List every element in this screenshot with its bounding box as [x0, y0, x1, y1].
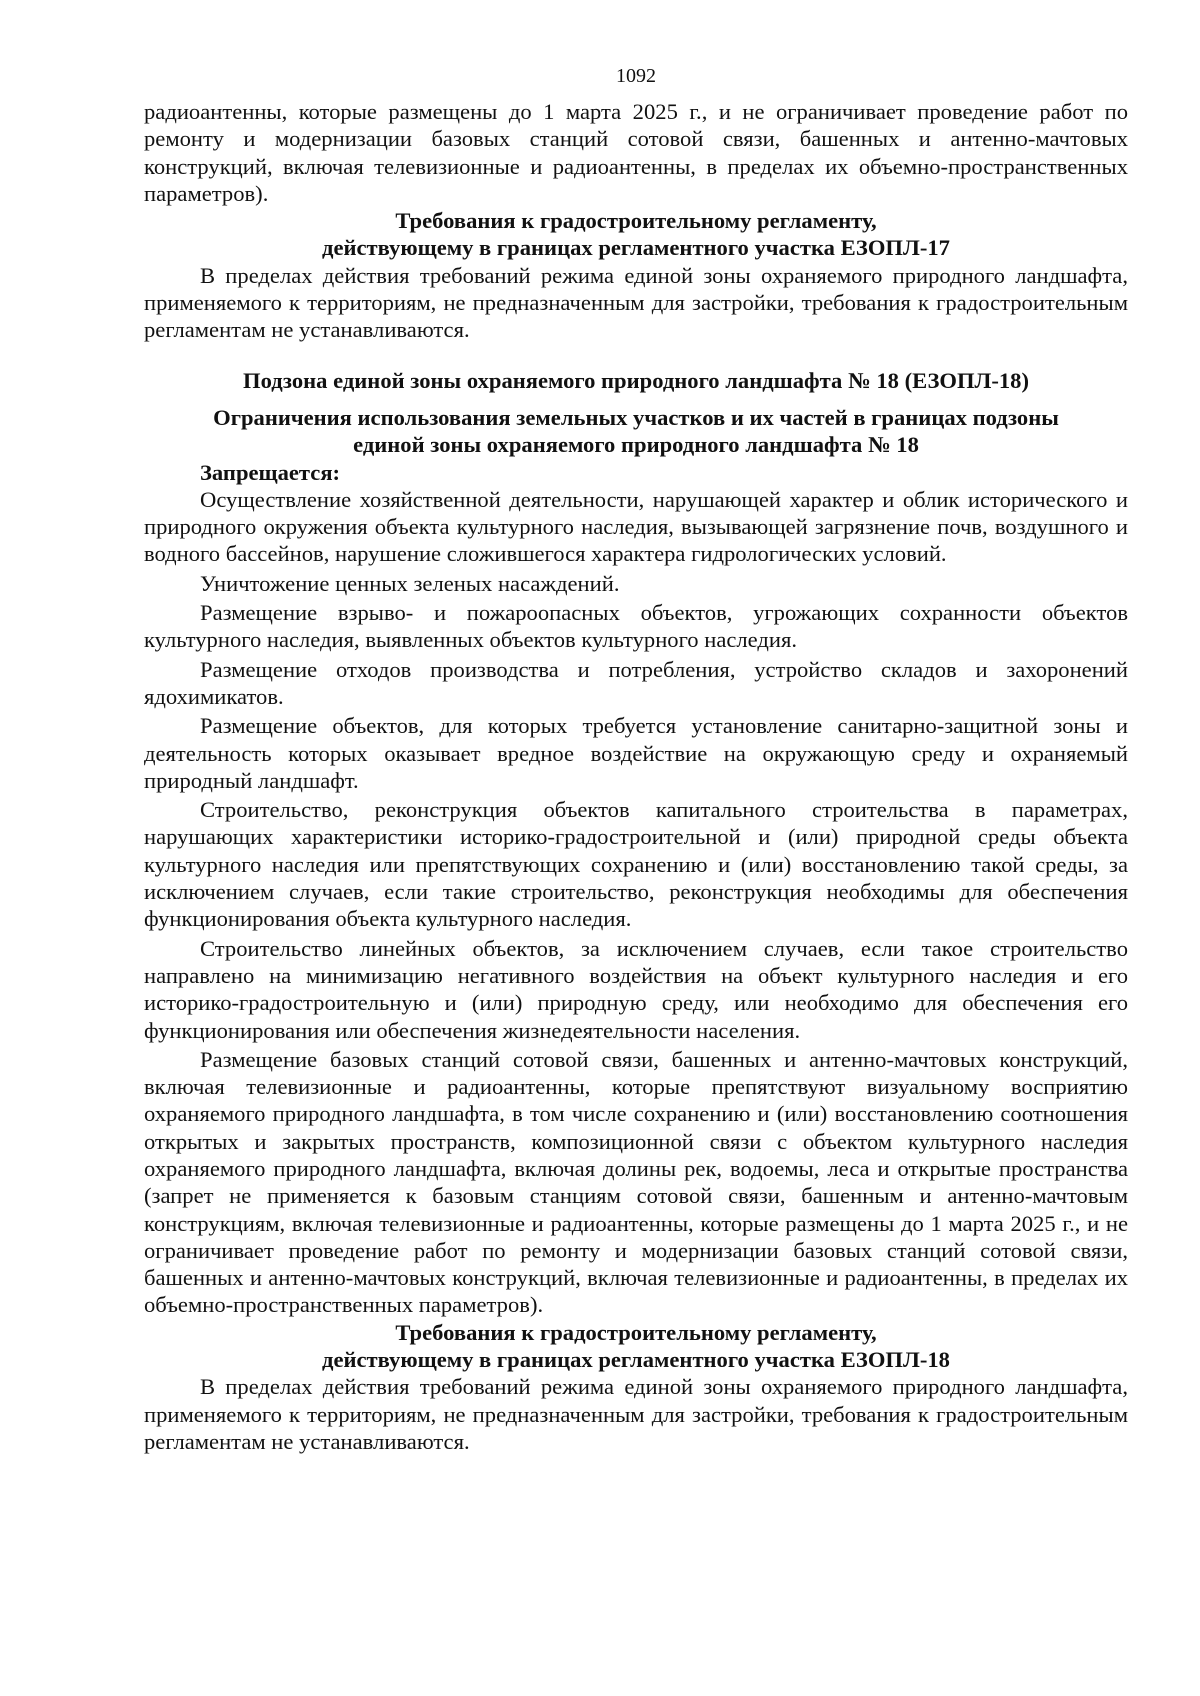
section-ezopl-18	[144, 1319, 1128, 1455]
restrictions-heading-line-1: Ограничения использования земельных участков и их частей в границах подзоны	[213, 404, 1059, 430]
page-number: 1092	[616, 65, 656, 87]
continuation-paragraph: радиоантенны, которые размещены до 1 марта 2025 г., и не ограничивает проведение работ по ремонту и модернизации базовых станций сотовой связи, башенных и антенно-мачтовых конструкций, включая телевизионные и радиоантенны, в пределах их объемно-пространственных параметров).	[144, 99, 1128, 206]
prohibition-item: Осуществление хозяйственной деятельности, нарушающей характер и облик исторического и природного окружения объекта культурного наследия, вызывающей загрязнение почв, воздушного и водного бассейнов, нарушение сложившегося характера гидрологических условий.	[144, 486, 1128, 567]
section-18-heading-line-2: действующему в границах регламентного участка ЕЗОПЛ-18	[322, 1347, 950, 1373]
prohibition-item: Размещение базовых станций сотовой связи, башенных и антенно-мачтовых конструкций, включая телевизионные и радиоантенны, которые препятствуют визуальному восприятию охраняемого природного ландшафта, в том числе сохранению и (или) восстановлению соотношения открытых и закрытых пространств, композиционной связи с объектом культурного наследия охраняемого природного ландшафта, включая долины рек, водоемы, леса и открытые пространства (запрет не применяется к базовым станциям сотовой связи, башенным и антенно-мачтовым конструкциям, включая телевизионные и радиоантенны, которые размещены до 1 марта 2025 г., и не ограничивает проведение работ по ремонту и модернизации базовых станций сотовой связи, башенных и антенно-мачтовых конструкций, включая телевизионные и радиоантенны, в пределах их объемно-пространственных параметров).	[144, 1046, 1128, 1318]
prohibition-item: Размещение объектов, для которых требуется установление санитарно-защитной зоны и деятельность которых оказывает вредное воздействие на окружающую среду и охраняемый природный ландшафт.	[144, 713, 1128, 793]
restrictions-heading-line-2: единой зоны охраняемого природного ландшафта № 18	[353, 432, 919, 458]
subzone-18-title: Подзона единой зоны охраняемого природного ландшафта № 18 (ЕЗОПЛ-18)	[243, 367, 1029, 393]
prohibition-item: Размещение отходов производства и потребления, устройство складов и захоронений ядохимикатов.	[144, 656, 1128, 709]
section-18-heading-line-1: Требования к градостроительному регламенту,	[395, 1319, 877, 1345]
prohibition-item: Строительство линейных объектов, за исключением случаев, если такое строительство направлено на минимизацию негативного воздействия на объект культурного наследия и его историко-градостроительную и (или) природную среду, или необходимо для обеспечения его функционирования или обеспечения жизнедеятельности населения.	[144, 935, 1128, 1043]
spacer	[144, 344, 1128, 367]
document-page	[144, 64, 1128, 1455]
section-17-heading-line-2: действующему в границах регламентного участка ЕЗОПЛ-17	[322, 235, 950, 261]
section-18-body: В пределах действия требований режима единой зоны охраняемого природного ландшафта, применяемого к территориям, не предназначенным для застройки, требования к градостроительным регламентам не устанавливаются.	[144, 1374, 1128, 1454]
prohibition-item: Строительство, реконструкция объектов капитального строительства в параметрах, нарушающих характеристики историко-градостроительной и (или) природной среды объекта культурного наследия или препятствующих сохранению и (или) восстановлению такой среды, за исключением случаев, если такие строительство, реконструкция необходимы для обеспечения функционирования объекта культурного наследия.	[144, 797, 1128, 932]
section-17-heading-line-1: Требования к градостроительному регламенту,	[395, 208, 877, 234]
section-17-body: В пределах действия требований режима единой зоны охраняемого природного ландшафта, применяемого к территориям, не предназначенным для застройки, требования к градостроительным регламентам не устанавливаются.	[144, 262, 1128, 343]
prohibited-label: Запрещается:	[200, 459, 341, 485]
section-ezopl-17	[144, 207, 1128, 343]
spacer	[144, 394, 1128, 404]
subzone-ezopl-18	[144, 367, 1128, 1319]
prohibition-item: Размещение взрыво- и пожароопасных объектов, угрожающих сохранности объектов культурного наследия, выявленных объектов культурного наследия.	[144, 600, 1128, 653]
prohibition-item: Уничтожение ценных зеленых насаждений.	[200, 570, 620, 596]
